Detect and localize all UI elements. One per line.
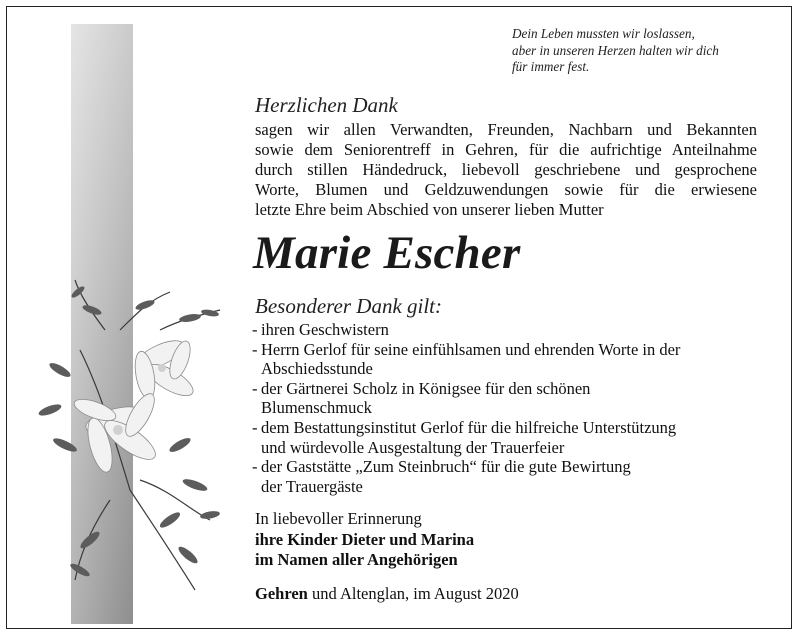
list-item-line: und würdevolle Ausgestaltung der Trauerfeier xyxy=(261,437,565,457)
list-item-line: - Herrn Gerlof für seine einfühlsamen und ehrenden Worte in der xyxy=(261,339,681,359)
signature-children: ihre Kinder Dieter und Marina xyxy=(255,529,475,549)
list-item xyxy=(252,320,762,340)
list-item-line: - ihren Geschwistern xyxy=(261,320,389,339)
paragraph-line: sowie dem Seniorentreff in Gehren, für die aufrichtige Anteilnahme xyxy=(255,140,757,159)
thanks-paragraph xyxy=(255,120,757,220)
place-and-date xyxy=(255,584,519,604)
heading-special-thanks: Besonderer Dank gilt: xyxy=(255,294,443,318)
list-item-line: Abschiedsstunde xyxy=(261,359,373,379)
special-thanks-list xyxy=(252,320,762,496)
list-item xyxy=(252,379,762,418)
motto-line: Dein Leben mussten wir loslassen, xyxy=(512,26,695,41)
list-item-line: Blumenschmuck xyxy=(261,398,372,418)
signature-intro: In liebevoller Erinnerung xyxy=(255,509,422,528)
motto-line: für immer fest. xyxy=(512,59,590,74)
place-rest: und Altenglan, im August 2020 xyxy=(312,584,519,603)
motto-verse xyxy=(512,26,782,76)
paragraph-line: sagen wir allen Verwandten, Freunden, Nachbarn und Bekannten xyxy=(255,120,757,139)
list-item xyxy=(252,457,762,496)
list-item-line: der Trauergäste xyxy=(261,476,363,496)
heading-thanks: Herzlichen Dank xyxy=(255,93,398,117)
list-item-line: - der Gaststätte „Zum Steinbruch“ für die gute Bewirtung xyxy=(261,457,631,477)
signature-relatives: im Namen aller Angehörigen xyxy=(255,550,458,569)
paragraph-line: letzte Ehre beim Abschied von unserer lieben Mutter xyxy=(255,200,604,219)
list-item-line: - dem Bestattungsinstitut Gerlof für die hilfreiche Unterstützung xyxy=(261,417,677,437)
place-city: Gehren xyxy=(255,584,308,603)
list-item xyxy=(252,340,762,379)
deceased-name: Marie Escher xyxy=(253,227,521,279)
paragraph-line: Worte, Blumen und Geldzuwendungen sowie für die erwiesene xyxy=(255,180,757,199)
paragraph-line: durch stillen Händedruck, liebevoll geschriebene und gesprochene xyxy=(255,160,757,179)
list-item-line: - der Gärtnerei Scholz in Königsee für den schönen xyxy=(261,378,591,398)
lily-bouquet-illustration xyxy=(20,270,250,600)
motto-line: aber in unseren Herzen halten wir dich xyxy=(512,42,719,58)
signature-block xyxy=(255,509,474,571)
list-item xyxy=(252,418,762,457)
